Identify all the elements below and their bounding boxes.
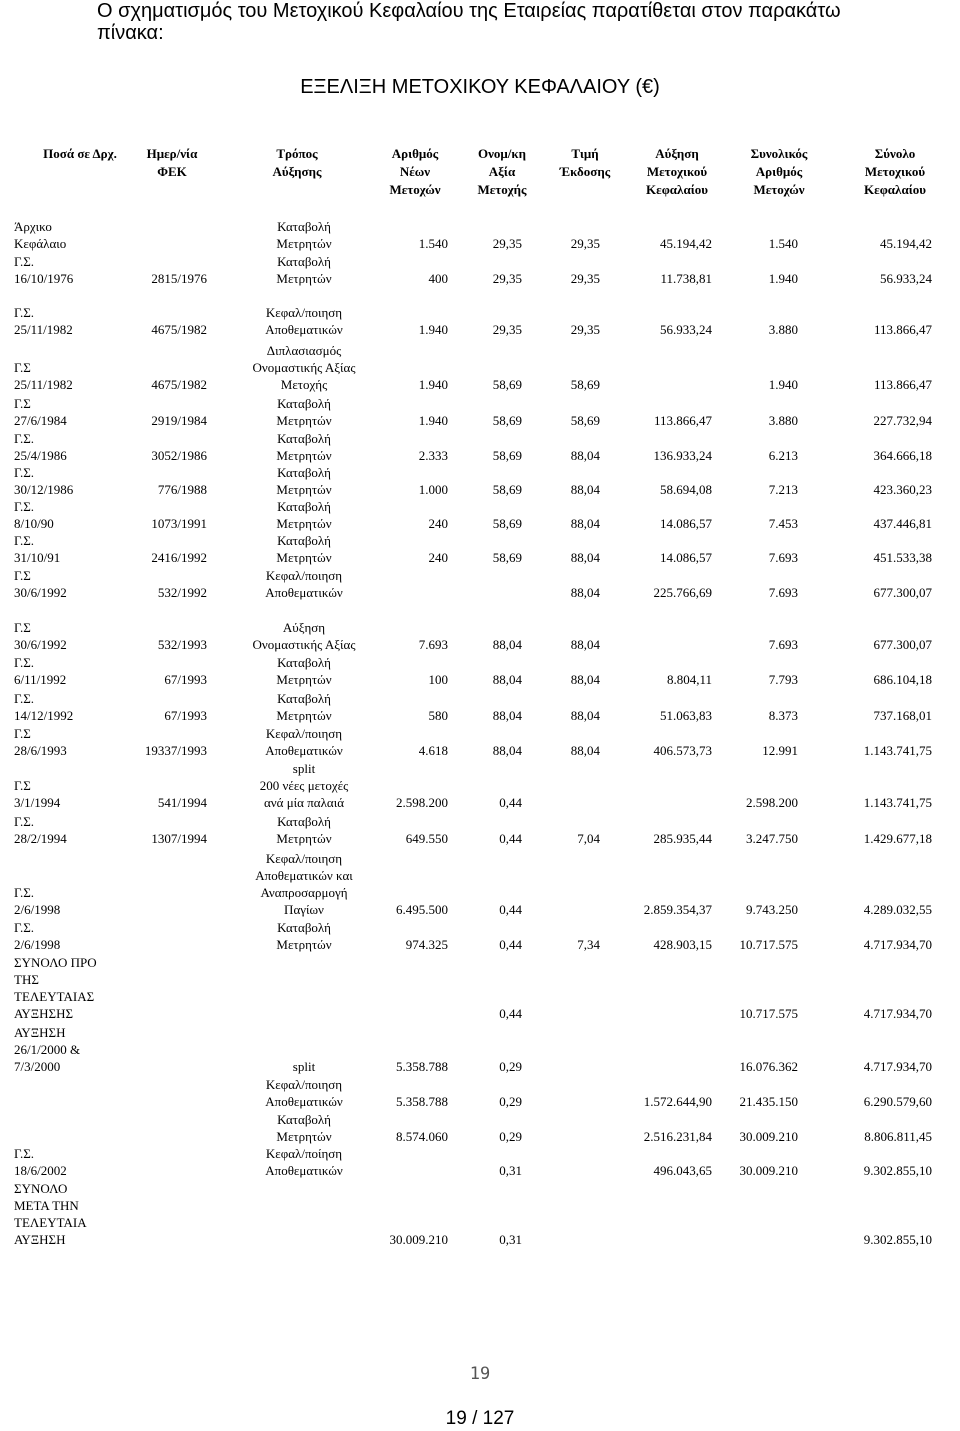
cell-nominal: 88,04 bbox=[492, 743, 522, 758]
cell-date: Γ.Σ 25/11/1982 bbox=[14, 360, 73, 392]
cell-total-shares: 7.693 bbox=[768, 637, 798, 652]
cell-shares: 5.358.788 bbox=[396, 1059, 448, 1074]
page-indicator: 19 / 127 bbox=[445, 1408, 515, 1429]
cell-increase: 428.903,15 bbox=[653, 937, 712, 952]
cell-price: 88,04 bbox=[570, 672, 600, 687]
cell-method: split 200 νέες μετοχές ανά μία παλαιά bbox=[259, 761, 349, 810]
cell-shares: 2.598.200 bbox=[396, 795, 448, 810]
column-header: Αύξηση Μετοχικού Κεφαλαίου bbox=[646, 146, 708, 197]
cell-total-capital: 677.300,07 bbox=[873, 637, 932, 652]
cell-total-shares: 7.793 bbox=[768, 672, 798, 687]
column-header: Ονομ/κη Αξία Μετοχής bbox=[477, 146, 527, 197]
cell-nominal: 0,29 bbox=[499, 1059, 522, 1074]
cell-method: Καταβολή Μετρητών bbox=[276, 655, 332, 687]
cell-fek: 4675/1982 bbox=[151, 377, 207, 392]
cell-total-capital: 45.194,42 bbox=[880, 236, 932, 251]
cell-total-shares: 30.009.210 bbox=[739, 1129, 798, 1144]
cell-price: 88,04 bbox=[570, 743, 600, 758]
cell-date: ΣΥΝΟΛΟ ΜΕΤΑ ΤΗΝ ΤΕΛΕΥΤΑΙΑ ΑΥΞΗΣΗ bbox=[14, 1181, 87, 1247]
cell-shares: 580 bbox=[428, 708, 448, 723]
cell-nominal: 29,35 bbox=[492, 322, 522, 337]
cell-method: Καταβολή Μετρητών bbox=[276, 533, 332, 565]
cell-increase: 1.572.644,90 bbox=[643, 1094, 712, 1109]
cell-total-shares: 12.991 bbox=[762, 743, 798, 758]
table-title: ΕΞΕΛΙΞΗ ΜΕΤΟΧΙΚΟΥ ΚΕΦΑΛΑΙΟΥ (€) bbox=[300, 76, 660, 98]
cell-total-capital: 1.143.741,75 bbox=[863, 743, 932, 758]
cell-increase: 56.933,24 bbox=[660, 322, 712, 337]
cell-nominal: 0,44 bbox=[499, 831, 522, 846]
table-row bbox=[0, 210, 960, 1248]
cell-shares: 30.009.210 bbox=[389, 1232, 448, 1247]
cell-shares: 6.495.500 bbox=[396, 902, 448, 917]
cell-total-shares: 1.540 bbox=[768, 236, 798, 251]
cell-method: Καταβολή Μετρητών bbox=[276, 396, 332, 428]
cell-date: Γ.Σ 30/6/1992 bbox=[14, 620, 67, 652]
cell-nominal: 0,31 bbox=[499, 1232, 522, 1247]
column-header: Αριθμός Νέων Μετοχών bbox=[389, 146, 441, 197]
cell-nominal: 58,69 bbox=[492, 377, 522, 392]
cell-method: Κεφαλ/ποιηση Αποθεματικών bbox=[265, 726, 343, 758]
cell-total-capital: 56.933,24 bbox=[880, 271, 932, 286]
cell-total-shares: 7.693 bbox=[768, 585, 798, 600]
cell-date: Γ.Σ 30/6/1992 bbox=[14, 568, 67, 600]
cell-total-capital: 4.717.934,70 bbox=[863, 1059, 932, 1074]
cell-price: 88,04 bbox=[570, 708, 600, 723]
cell-method: Καταβολή Μετρητών bbox=[276, 691, 332, 723]
cell-increase: 11.738,81 bbox=[660, 271, 712, 286]
cell-shares: 1.000 bbox=[418, 482, 448, 497]
cell-price: 29,35 bbox=[570, 322, 600, 337]
column-header: Συνολικός Αριθμός Μετοχών bbox=[750, 146, 808, 197]
cell-shares: 400 bbox=[428, 271, 448, 286]
cell-total-shares: 7.213 bbox=[768, 482, 798, 497]
cell-fek: 541/1994 bbox=[157, 795, 207, 810]
cell-price: 88,04 bbox=[570, 637, 600, 652]
cell-fek: 1073/1991 bbox=[151, 516, 207, 531]
cell-total-capital: 113.866,47 bbox=[873, 377, 932, 392]
cell-date: Γ.Σ. 6/11/1992 bbox=[14, 655, 67, 687]
cell-shares: 8.574.060 bbox=[396, 1129, 448, 1144]
cell-increase: 136.933,24 bbox=[653, 448, 712, 463]
cell-increase: 58.694,08 bbox=[660, 482, 712, 497]
cell-increase: 285.935,44 bbox=[653, 831, 712, 846]
cell-method: Κεφαλ/ποιηση Αποθεματικών bbox=[265, 305, 343, 337]
cell-total-capital: 451.533,38 bbox=[873, 550, 932, 565]
cell-price: 88,04 bbox=[570, 585, 600, 600]
cell-shares: 2.333 bbox=[418, 448, 448, 463]
cell-date: Γ.Σ. 25/11/1982 bbox=[14, 305, 73, 337]
cell-total-capital: 227.732,94 bbox=[873, 413, 932, 428]
cell-nominal: 29,35 bbox=[492, 271, 522, 286]
cell-total-capital: 4.289.032,55 bbox=[863, 902, 932, 917]
cell-method: Καταβολή Μετρητών bbox=[276, 920, 332, 952]
cell-nominal: 0,31 bbox=[499, 1163, 522, 1178]
cell-date: Γ.Σ 3/1/1994 bbox=[14, 778, 61, 810]
cell-total-shares: 3.880 bbox=[768, 322, 798, 337]
cell-nominal: 0,29 bbox=[499, 1094, 522, 1109]
cell-price: 88,04 bbox=[570, 482, 600, 497]
cell-increase: 51.063,83 bbox=[660, 708, 712, 723]
cell-increase: 45.194,42 bbox=[660, 236, 712, 251]
cell-total-capital: 8.806.811,45 bbox=[864, 1129, 932, 1144]
cell-total-capital: 737.168,01 bbox=[873, 708, 932, 723]
page-number: 19 bbox=[469, 1364, 491, 1384]
cell-total-capital: 437.446,81 bbox=[873, 516, 932, 531]
cell-total-capital: 1.429.677,18 bbox=[863, 831, 932, 846]
cell-fek: 67/1993 bbox=[164, 708, 207, 723]
cell-fek: 4675/1982 bbox=[151, 322, 207, 337]
cell-price: 88,04 bbox=[570, 448, 600, 463]
cell-shares: 7.693 bbox=[418, 637, 448, 652]
cell-total-shares: 16.076.362 bbox=[739, 1059, 798, 1074]
cell-total-capital: 9.302.855,10 bbox=[863, 1163, 932, 1178]
cell-date: Γ.Σ. 18/6/2002 bbox=[14, 1146, 67, 1178]
intro-text: Ο σχηματισμός του Μετοχικού Κεφαλαίου της Εταιρείας παρατίθεται στον παρακάτω πίνακα: bbox=[97, 0, 841, 44]
cell-price: 88,04 bbox=[570, 550, 600, 565]
cell-shares: 1.540 bbox=[418, 236, 448, 251]
cell-date: Γ.Σ. 2/6/1998 bbox=[14, 885, 61, 917]
cell-total-shares: 30.009.210 bbox=[739, 1163, 798, 1178]
cell-shares: 974.325 bbox=[405, 937, 448, 952]
cell-fek: 532/1993 bbox=[157, 637, 207, 652]
cell-total-shares: 2.598.200 bbox=[746, 795, 798, 810]
column-header: Ημερ/νία ΦΕΚ bbox=[146, 146, 198, 179]
cell-shares: 240 bbox=[428, 516, 448, 531]
cell-total-shares: 10.717.575 bbox=[739, 1006, 798, 1021]
cell-date: Γ.Σ 28/6/1993 bbox=[14, 726, 67, 758]
cell-nominal: 58,69 bbox=[492, 413, 522, 428]
cell-nominal: 58,69 bbox=[492, 516, 522, 531]
cell-total-capital: 4.717.934,70 bbox=[863, 937, 932, 952]
cell-increase: 14.086,57 bbox=[660, 516, 712, 531]
cell-price: 88,04 bbox=[570, 516, 600, 531]
cell-date: Γ.Σ 27/6/1984 bbox=[14, 396, 67, 428]
cell-total-capital: 364.666,18 bbox=[873, 448, 932, 463]
cell-shares: 649.550 bbox=[405, 831, 448, 846]
cell-total-shares: 6.213 bbox=[768, 448, 798, 463]
cell-date: ΑΥΞΗΣΗ 26/1/2000 & 7/3/2000 bbox=[14, 1025, 81, 1074]
cell-method: Καταβολή Μετρητών bbox=[276, 465, 332, 497]
cell-total-shares: 3.880 bbox=[768, 413, 798, 428]
cell-shares: 4.618 bbox=[418, 743, 448, 758]
cell-method: Καταβολή Μετρητών bbox=[276, 219, 332, 251]
cell-date: Γ.Σ. 2/6/1998 bbox=[14, 920, 61, 952]
cell-total-shares: 21.435.150 bbox=[739, 1094, 798, 1109]
cell-price: 58,69 bbox=[570, 413, 600, 428]
cell-fek: 2416/1992 bbox=[151, 550, 207, 565]
cell-date: Γ.Σ. 25/4/1986 bbox=[14, 431, 67, 463]
column-header: Ποσά σε Δρχ. bbox=[43, 146, 117, 161]
cell-nominal: 0,44 bbox=[499, 902, 522, 917]
cell-date: Γ.Σ. 8/10/90 bbox=[14, 499, 54, 531]
cell-total-shares: 1.940 bbox=[768, 377, 798, 392]
column-header: Τιμή Έκδοσης bbox=[559, 146, 611, 179]
cell-total-shares: 3.247.750 bbox=[746, 831, 798, 846]
cell-nominal: 88,04 bbox=[492, 708, 522, 723]
cell-fek: 19337/1993 bbox=[144, 743, 207, 758]
column-header: Σύνολο Μετοχικού Κεφαλαίου bbox=[864, 146, 926, 197]
cell-total-capital: 423.360,23 bbox=[873, 482, 932, 497]
cell-method: Καταβολή Μετρητών bbox=[276, 814, 332, 846]
cell-fek: 2919/1984 bbox=[151, 413, 207, 428]
cell-method: Κεφαλ/ποίηση Αποθεματικών bbox=[265, 1146, 343, 1178]
cell-total-shares: 8.373 bbox=[768, 708, 798, 723]
cell-fek: 776/1988 bbox=[157, 482, 207, 497]
cell-nominal: 0,44 bbox=[499, 1006, 522, 1021]
cell-price: 58,69 bbox=[570, 377, 600, 392]
cell-increase: 2.859.354,37 bbox=[643, 902, 712, 917]
cell-total-capital: 113.866,47 bbox=[873, 322, 932, 337]
cell-method: split bbox=[292, 1059, 316, 1074]
cell-date: Γ.Σ. 28/2/1994 bbox=[14, 814, 67, 846]
cell-nominal: 0,29 bbox=[499, 1129, 522, 1144]
cell-method: Κεφαλ/ποιηση Αποθεματικών και Αναπροσαρμογή Παγίων bbox=[255, 851, 353, 917]
cell-method: Καταβολή Μετρητών bbox=[276, 431, 332, 463]
cell-method: Καταβολή Μετρητών bbox=[276, 254, 332, 286]
cell-total-capital: 677.300,07 bbox=[873, 585, 932, 600]
cell-price: 29,35 bbox=[570, 236, 600, 251]
cell-method: Καταβολή Μετρητών bbox=[276, 499, 332, 531]
cell-price: 29,35 bbox=[570, 271, 600, 286]
cell-total-shares: 10.717.575 bbox=[739, 937, 798, 952]
cell-total-capital: 4.717.934,70 bbox=[863, 1006, 932, 1021]
cell-nominal: 58,69 bbox=[492, 482, 522, 497]
cell-price: 7,04 bbox=[577, 831, 600, 846]
cell-shares: 5.358.788 bbox=[396, 1094, 448, 1109]
cell-nominal: 88,04 bbox=[492, 637, 522, 652]
cell-fek: 2815/1976 bbox=[151, 271, 207, 286]
cell-date: Άρχικο Κεφάλαιο bbox=[14, 219, 67, 251]
cell-total-shares: 7.453 bbox=[768, 516, 798, 531]
column-header: Τρόπος Αύξησης bbox=[272, 146, 322, 179]
cell-fek: 532/1992 bbox=[157, 585, 207, 600]
cell-shares: 1.940 bbox=[418, 322, 448, 337]
cell-increase: 225.766,69 bbox=[653, 585, 712, 600]
cell-date: Γ.Σ. 30/12/1986 bbox=[14, 465, 74, 497]
cell-total-capital: 6.290.579,60 bbox=[863, 1094, 932, 1109]
cell-price: 7,34 bbox=[577, 937, 600, 952]
cell-nominal: 0,44 bbox=[499, 795, 522, 810]
cell-nominal: 0,44 bbox=[499, 937, 522, 952]
cell-increase: 113.866,47 bbox=[653, 413, 712, 428]
cell-increase: 2.516.231,84 bbox=[643, 1129, 712, 1144]
cell-increase: 8.804,11 bbox=[666, 672, 712, 687]
cell-method: Διπλασιασμός Ονομαστικής Αξίας Μετοχής bbox=[252, 343, 356, 392]
cell-total-shares: 9.743.250 bbox=[746, 902, 798, 917]
cell-fek: 3052/1986 bbox=[151, 448, 207, 463]
cell-total-shares: 7.693 bbox=[768, 550, 798, 565]
cell-method: Καταβολή Μετρητών bbox=[276, 1112, 332, 1144]
cell-total-capital: 1.143.741,75 bbox=[863, 795, 932, 810]
cell-date: Γ.Σ. 16/10/1976 bbox=[14, 254, 74, 286]
cell-nominal: 29,35 bbox=[492, 236, 522, 251]
cell-method: Κεφαλ/ποιηση Αποθεματικών bbox=[265, 1077, 343, 1109]
cell-shares: 100 bbox=[428, 672, 448, 687]
table-header bbox=[0, 145, 960, 205]
cell-total-shares: 1.940 bbox=[768, 271, 798, 286]
cell-method: Κεφαλ/ποιηση Αποθεματικών bbox=[265, 568, 343, 600]
cell-fek: 67/1993 bbox=[164, 672, 207, 687]
cell-nominal: 58,69 bbox=[492, 550, 522, 565]
cell-shares: 1.940 bbox=[418, 377, 448, 392]
cell-shares: 240 bbox=[428, 550, 448, 565]
cell-date: Γ.Σ. 31/10/91 bbox=[14, 533, 61, 565]
cell-total-capital: 686.104,18 bbox=[873, 672, 932, 687]
cell-method: Αύξηση Ονομαστικής Αξίας bbox=[252, 620, 356, 652]
cell-shares: 1.940 bbox=[418, 413, 448, 428]
cell-date: Γ.Σ. 14/12/1992 bbox=[14, 691, 74, 723]
cell-fek: 1307/1994 bbox=[151, 831, 207, 846]
cell-total-capital: 9.302.855,10 bbox=[863, 1232, 932, 1247]
cell-date: ΣΥΝΟΛΟ ΠΡΟ ΤΗΣ ΤΕΛΕΥΤΑΙΑΣ ΑΥΞΗΣΗΣ bbox=[14, 955, 97, 1021]
cell-increase: 14.086,57 bbox=[660, 550, 712, 565]
cell-increase: 406.573,73 bbox=[653, 743, 712, 758]
cell-nominal: 58,69 bbox=[492, 448, 522, 463]
cell-increase: 496.043,65 bbox=[653, 1163, 712, 1178]
cell-nominal: 88,04 bbox=[492, 672, 522, 687]
